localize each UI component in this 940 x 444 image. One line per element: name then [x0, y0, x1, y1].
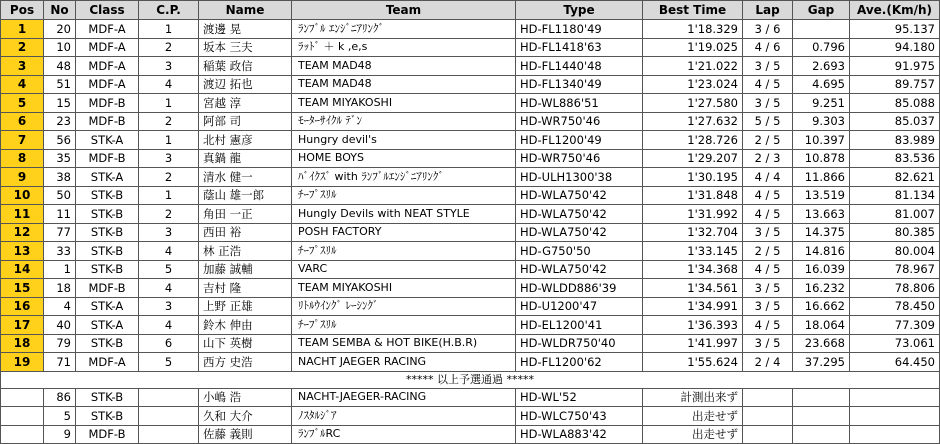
cell-no: 48	[44, 57, 76, 76]
cell-best-time: 1'21.022	[643, 57, 743, 76]
cell-ave: 77.309	[850, 316, 940, 335]
cell-gap	[793, 407, 850, 426]
cell-class: STK-A	[76, 168, 139, 187]
cell-class: MDF-A	[76, 20, 139, 39]
table-row	[1, 57, 940, 76]
cell-team: TEAM MIYAKOSHI	[292, 279, 516, 298]
cell-gap: 18.064	[793, 316, 850, 335]
cell-pos: 6	[1, 112, 44, 131]
cell-no: 50	[44, 186, 76, 205]
cell-no: 38	[44, 168, 76, 187]
cell-ave	[850, 388, 940, 407]
cell-type: HD-WLA750'42	[516, 205, 643, 224]
cell-team: ﾁｰﾌﾟｽﾘﾙ	[292, 186, 516, 205]
header-name: Name	[199, 1, 292, 20]
cell-type: HD-WL886'51	[516, 94, 643, 113]
cell-gap: 2.693	[793, 57, 850, 76]
cell-class: MDF-B	[76, 149, 139, 168]
cell-team: ﾓｰﾀｰｻｲｸﾙ ﾃﾞﾝ	[292, 112, 516, 131]
cell-name: 北村 憲彦	[199, 131, 292, 150]
cell-type: HD-WR750'46	[516, 112, 643, 131]
cell-gap	[793, 388, 850, 407]
table-row	[1, 20, 940, 39]
cell-lap: 4 / 5	[743, 75, 793, 94]
cell-pos: 15	[1, 279, 44, 298]
cell-pos: 18	[1, 334, 44, 353]
cell-name: 山下 英樹	[199, 334, 292, 353]
cell-best-time: 計測出来ず	[643, 388, 743, 407]
header-team: Team	[292, 1, 516, 20]
cell-ave: 81.134	[850, 186, 940, 205]
cell-best-time: 1'29.207	[643, 149, 743, 168]
cell-team: TEAM MIYAKOSHI	[292, 94, 516, 113]
cell-gap: 4.695	[793, 75, 850, 94]
cell-ave: 78.806	[850, 279, 940, 298]
cell-name: 西方 史浩	[199, 353, 292, 372]
cell-ave: 73.061	[850, 334, 940, 353]
cell-type: HD-ULH1300'38	[516, 168, 643, 187]
cell-cp: 1	[139, 186, 199, 205]
cell-lap	[743, 425, 793, 444]
cell-best-time: 1'23.024	[643, 75, 743, 94]
table-row	[1, 242, 940, 261]
cell-no: 20	[44, 20, 76, 39]
header-lap: Lap	[743, 1, 793, 20]
cell-lap: 3 / 5	[743, 223, 793, 242]
cell-cp: 3	[139, 223, 199, 242]
table-row	[1, 149, 940, 168]
cell-team: Hungly Devils with NEAT STYLE	[292, 205, 516, 224]
cell-class: STK-B	[76, 205, 139, 224]
cell-pos: 1	[1, 20, 44, 39]
cell-lap	[743, 407, 793, 426]
cell-gap: 11.866	[793, 168, 850, 187]
table-row	[1, 205, 940, 224]
cell-team: ﾊﾞｲｸｽﾞ with ﾗﾝﾌﾞﾙｴﾝｼﾞﾆｱﾘﾝｸﾞ	[292, 168, 516, 187]
cell-name: 吉村 隆	[199, 279, 292, 298]
cell-cp: 6	[139, 334, 199, 353]
cell-best-time: 1'19.025	[643, 38, 743, 57]
cell-type: HD-WLA750'42	[516, 223, 643, 242]
table-row	[1, 316, 940, 335]
cell-no: 33	[44, 242, 76, 261]
cell-class: MDF-B	[76, 112, 139, 131]
separator-section	[1, 371, 940, 388]
cell-type: HD-WR750'46	[516, 149, 643, 168]
cell-ave: 94.180	[850, 38, 940, 57]
cell-name: 加藤 誠輔	[199, 260, 292, 279]
cell-best-time: 1'28.726	[643, 131, 743, 150]
cell-type: HD-FL1340'49	[516, 75, 643, 94]
cell-class: MDF-B	[76, 94, 139, 113]
cell-name: 清水 健一	[199, 168, 292, 187]
cell-type: HD-WLC750'43	[516, 407, 643, 426]
cell-no: 5	[44, 407, 76, 426]
cell-name: 蔭山 雄一郎	[199, 186, 292, 205]
table-row	[1, 388, 940, 407]
cell-name: 渡辺 拓也	[199, 75, 292, 94]
cell-no: 77	[44, 223, 76, 242]
cell-pos: 13	[1, 242, 44, 261]
cell-type: HD-WLA883'42	[516, 425, 643, 444]
cell-class: MDF-B	[76, 425, 139, 444]
cell-best-time: 1'34.561	[643, 279, 743, 298]
cell-name: 真鍋 龍	[199, 149, 292, 168]
cell-best-time: 1'30.195	[643, 168, 743, 187]
header-gap: Gap	[793, 1, 850, 20]
cell-team: VARC	[292, 260, 516, 279]
cell-cp: 5	[139, 260, 199, 279]
cell-gap: 13.663	[793, 205, 850, 224]
cell-gap: 16.232	[793, 279, 850, 298]
cell-team: NACHT-JAEGER-RACING	[292, 388, 516, 407]
cell-gap: 16.662	[793, 297, 850, 316]
cell-ave: 85.088	[850, 94, 940, 113]
cell-pos: 5	[1, 94, 44, 113]
table-row	[1, 131, 940, 150]
cell-best-time: 1'41.997	[643, 334, 743, 353]
cell-type: HD-FL1418'63	[516, 38, 643, 57]
cell-pos: 12	[1, 223, 44, 242]
cell-type: HD-WLA750'42	[516, 186, 643, 205]
cell-pos: 16	[1, 297, 44, 316]
cell-class: STK-B	[76, 334, 139, 353]
cell-ave: 82.621	[850, 168, 940, 187]
cell-class: STK-A	[76, 131, 139, 150]
cell-team: ﾗﾝﾌﾞﾙ ｴﾝｼﾞﾆｱﾘﾝｸﾞ	[292, 20, 516, 39]
cell-cp: 1	[139, 94, 199, 113]
cell-cp	[139, 388, 199, 407]
table-row	[1, 407, 940, 426]
cell-team: ﾗﾝﾌﾞﾙRC	[292, 425, 516, 444]
table-row	[1, 186, 940, 205]
cell-class: STK-B	[76, 242, 139, 261]
cell-type: HD-FL1200'49	[516, 131, 643, 150]
cell-lap: 4 / 5	[743, 260, 793, 279]
cell-pos: 14	[1, 260, 44, 279]
cell-type: HD-WLDR750'40	[516, 334, 643, 353]
cell-cp: 2	[139, 38, 199, 57]
cell-name: 阿部 司	[199, 112, 292, 131]
cell-no: 23	[44, 112, 76, 131]
cell-team: ﾁｰﾌﾟｽﾘﾙ	[292, 316, 516, 335]
cell-gap: 16.039	[793, 260, 850, 279]
qualification-separator: ***** 以上予選通過 *****	[1, 371, 940, 388]
cell-lap: 3 / 5	[743, 57, 793, 76]
cell-pos: 8	[1, 149, 44, 168]
cell-team: ﾉｽﾀﾙｼﾞｱ	[292, 407, 516, 426]
cell-best-time: 1'34.991	[643, 297, 743, 316]
cell-lap: 4 / 5	[743, 316, 793, 335]
cell-cp	[139, 425, 199, 444]
cell-class: MDF-A	[76, 57, 139, 76]
separator-row	[1, 371, 940, 388]
header-no: No	[44, 1, 76, 20]
cell-cp: 4	[139, 279, 199, 298]
cell-class: STK-B	[76, 223, 139, 242]
table-row	[1, 112, 940, 131]
cell-ave: 81.007	[850, 205, 940, 224]
cell-pos	[1, 407, 44, 426]
cell-name: 佐藤 義則	[199, 425, 292, 444]
cell-pos: 19	[1, 353, 44, 372]
cell-name: 稲葉 政信	[199, 57, 292, 76]
cell-team: ﾗｯﾄﾞ ＋ k ,e,s	[292, 38, 516, 57]
cell-cp: 2	[139, 112, 199, 131]
cell-gap: 14.375	[793, 223, 850, 242]
cell-gap: 9.303	[793, 112, 850, 131]
cell-no: 51	[44, 75, 76, 94]
cell-gap	[793, 20, 850, 39]
cell-lap: 2 / 5	[743, 131, 793, 150]
cell-gap: 13.519	[793, 186, 850, 205]
cell-no: 79	[44, 334, 76, 353]
cell-type: HD-WLA750'42	[516, 260, 643, 279]
cell-ave: 64.450	[850, 353, 940, 372]
cell-ave: 91.975	[850, 57, 940, 76]
cell-lap: 2 / 4	[743, 353, 793, 372]
table-row	[1, 353, 940, 372]
cell-type: HD-WL'52	[516, 388, 643, 407]
cell-class: STK-B	[76, 407, 139, 426]
cell-team: TEAM MAD48	[292, 75, 516, 94]
header-pos: Pos	[1, 1, 44, 20]
cell-team: POSH FACTORY	[292, 223, 516, 242]
cell-cp: 1	[139, 20, 199, 39]
cell-lap: 2 / 5	[743, 242, 793, 261]
cell-no: 56	[44, 131, 76, 150]
cell-no: 9	[44, 425, 76, 444]
cell-ave: 80.385	[850, 223, 940, 242]
cell-type: HD-FL1180'49	[516, 20, 643, 39]
cell-best-time: 出走せず	[643, 407, 743, 426]
cell-class: STK-A	[76, 316, 139, 335]
header-row	[1, 1, 940, 20]
cell-cp: 5	[139, 353, 199, 372]
cell-team: Hungry devil's	[292, 131, 516, 150]
header-cp: C.P.	[139, 1, 199, 20]
cell-lap: 3 / 5	[743, 94, 793, 113]
cell-gap: 0.796	[793, 38, 850, 57]
cell-ave: 78.967	[850, 260, 940, 279]
cell-best-time: 1'33.145	[643, 242, 743, 261]
cell-best-time: 1'31.848	[643, 186, 743, 205]
cell-class: STK-A	[76, 297, 139, 316]
table-row	[1, 334, 940, 353]
cell-name: 西田 裕	[199, 223, 292, 242]
cell-name: 鈴木 伸由	[199, 316, 292, 335]
cell-gap: 37.295	[793, 353, 850, 372]
header-class: Class	[76, 1, 139, 20]
cell-no: 11	[44, 205, 76, 224]
cell-team: NACHT JAEGER RACING	[292, 353, 516, 372]
cell-gap: 9.251	[793, 94, 850, 113]
qualified-results	[1, 20, 940, 372]
cell-ave: 80.004	[850, 242, 940, 261]
cell-cp	[139, 407, 199, 426]
cell-type: HD-WLDD886'39	[516, 279, 643, 298]
cell-gap: 23.668	[793, 334, 850, 353]
cell-type: HD-FL1440'48	[516, 57, 643, 76]
cell-no: 35	[44, 149, 76, 168]
cell-lap: 4 / 4	[743, 168, 793, 187]
cell-team: ﾁｰﾌﾟｽﾘﾙ	[292, 242, 516, 261]
cell-ave: 89.757	[850, 75, 940, 94]
cell-best-time: 1'18.329	[643, 20, 743, 39]
cell-no: 86	[44, 388, 76, 407]
cell-pos: 2	[1, 38, 44, 57]
cell-no: 40	[44, 316, 76, 335]
cell-name: 林 正浩	[199, 242, 292, 261]
table-row	[1, 75, 940, 94]
cell-best-time: 1'31.992	[643, 205, 743, 224]
cell-best-time: 1'27.632	[643, 112, 743, 131]
header-type: Type	[516, 1, 643, 20]
cell-name: 坂本 三夫	[199, 38, 292, 57]
cell-pos	[1, 388, 44, 407]
cell-no: 71	[44, 353, 76, 372]
cell-type: HD-G750'50	[516, 242, 643, 261]
cell-no: 1	[44, 260, 76, 279]
cell-best-time: 1'36.393	[643, 316, 743, 335]
table-row	[1, 168, 940, 187]
cell-cp: 3	[139, 297, 199, 316]
cell-lap: 4 / 5	[743, 205, 793, 224]
cell-class: MDF-B	[76, 279, 139, 298]
cell-team: ﾘﾄﾙｳｲﾝｸﾞ ﾚｰｼﾝｸﾞ	[292, 297, 516, 316]
cell-lap: 3 / 6	[743, 20, 793, 39]
cell-type: HD-U1200'47	[516, 297, 643, 316]
cell-ave	[850, 407, 940, 426]
header-best-time: Best Time	[643, 1, 743, 20]
cell-lap: 5 / 5	[743, 112, 793, 131]
cell-name: 渡邊 晃	[199, 20, 292, 39]
unqualified-results	[1, 388, 940, 444]
cell-no: 10	[44, 38, 76, 57]
cell-ave: 83.536	[850, 149, 940, 168]
cell-cp: 4	[139, 316, 199, 335]
cell-ave	[850, 425, 940, 444]
cell-cp: 4	[139, 75, 199, 94]
cell-class: STK-B	[76, 186, 139, 205]
cell-best-time: 出走せず	[643, 425, 743, 444]
cell-best-time: 1'27.580	[643, 94, 743, 113]
cell-lap: 4 / 5	[743, 186, 793, 205]
cell-class: MDF-A	[76, 75, 139, 94]
cell-pos	[1, 425, 44, 444]
cell-cp: 1	[139, 131, 199, 150]
cell-team: TEAM MAD48	[292, 57, 516, 76]
cell-gap: 10.878	[793, 149, 850, 168]
cell-ave: 83.989	[850, 131, 940, 150]
cell-ave: 78.450	[850, 297, 940, 316]
cell-cp: 2	[139, 205, 199, 224]
cell-lap: 2 / 3	[743, 149, 793, 168]
cell-class: STK-B	[76, 388, 139, 407]
cell-no: 15	[44, 94, 76, 113]
cell-team: HOME BOYS	[292, 149, 516, 168]
cell-name: 久和 大介	[199, 407, 292, 426]
cell-pos: 11	[1, 205, 44, 224]
cell-gap: 10.397	[793, 131, 850, 150]
table-row	[1, 297, 940, 316]
cell-no: 4	[44, 297, 76, 316]
cell-cp: 4	[139, 242, 199, 261]
table-row	[1, 94, 940, 113]
cell-cp: 3	[139, 149, 199, 168]
cell-team: TEAM SEMBA & HOT BIKE(H.B.R)	[292, 334, 516, 353]
cell-pos: 3	[1, 57, 44, 76]
cell-lap: 4 / 6	[743, 38, 793, 57]
cell-class: STK-B	[76, 260, 139, 279]
cell-best-time: 1'34.368	[643, 260, 743, 279]
cell-no: 18	[44, 279, 76, 298]
cell-name: 角田 一正	[199, 205, 292, 224]
cell-type: HD-EL1200'41	[516, 316, 643, 335]
cell-cp: 3	[139, 57, 199, 76]
cell-name: 宮越 淳	[199, 94, 292, 113]
cell-pos: 17	[1, 316, 44, 335]
cell-pos: 10	[1, 186, 44, 205]
cell-best-time: 1'32.704	[643, 223, 743, 242]
cell-pos: 4	[1, 75, 44, 94]
cell-type: HD-FL1200'62	[516, 353, 643, 372]
table-row	[1, 260, 940, 279]
cell-class: MDF-A	[76, 353, 139, 372]
cell-ave: 95.137	[850, 20, 940, 39]
cell-best-time: 1'55.624	[643, 353, 743, 372]
cell-lap: 3 / 5	[743, 297, 793, 316]
cell-class: MDF-A	[76, 38, 139, 57]
table-row	[1, 279, 940, 298]
cell-cp: 2	[139, 168, 199, 187]
table-row	[1, 223, 940, 242]
table-row	[1, 38, 940, 57]
cell-gap	[793, 425, 850, 444]
cell-lap: 3 / 5	[743, 279, 793, 298]
table-row	[1, 425, 940, 444]
cell-lap: 3 / 5	[743, 334, 793, 353]
cell-name: 上野 正雄	[199, 297, 292, 316]
cell-pos: 7	[1, 131, 44, 150]
cell-pos: 9	[1, 168, 44, 187]
cell-lap	[743, 388, 793, 407]
cell-name: 小嶋 浩	[199, 388, 292, 407]
header-ave: Ave.(Km/h)	[850, 1, 940, 20]
cell-ave: 85.037	[850, 112, 940, 131]
cell-gap: 14.816	[793, 242, 850, 261]
